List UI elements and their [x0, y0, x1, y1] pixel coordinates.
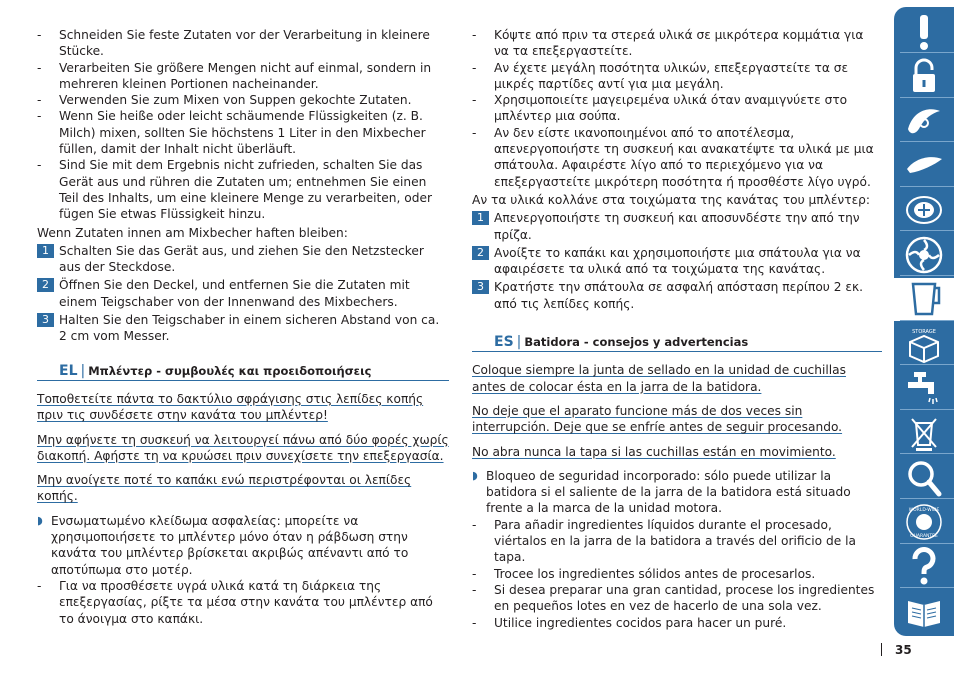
right-column: [472, 27, 882, 631]
sidebar-tab-blender-jar[interactable]: [894, 278, 954, 321]
svg-text:STORAGE: STORAGE: [912, 328, 936, 335]
bullet-dash: -: [37, 93, 42, 108]
bullet-dash: -: [472, 93, 477, 108]
sidebar-tab-chopper[interactable]: [894, 188, 954, 231]
arrow-bullet-icon: ◗: [37, 513, 43, 527]
exclamation-icon: [904, 12, 944, 52]
section-title: Batidora - consejos y advertencias: [524, 335, 749, 350]
numbered-step: [472, 245, 882, 278]
bullet-item: [37, 92, 449, 108]
sidebar-divider: [900, 97, 954, 98]
sidebar-tab-magnifier[interactable]: [894, 456, 954, 499]
numbered-step: [472, 210, 882, 243]
step-number-badge: 3: [472, 280, 489, 294]
language-code: ES: [494, 334, 514, 351]
sidebar-tab-question-mark[interactable]: [894, 545, 954, 588]
section-heading: [37, 363, 449, 381]
warning-text-content: No deje que el aparato funcione más de dos veces sin interrupción. Deje que se enfríe antes de seguir procesando.: [472, 403, 843, 435]
bullet-text: Wenn Sie heiße oder leicht schäumende Flüssigkeiten (z. B. Milch) mixen, sollten Sie höchstens 1 Liter in den Mixbecher füllen, damit der Inhalt nicht überläuft.: [59, 109, 426, 157]
bullet-dash: -: [37, 109, 42, 124]
bullet-item: [472, 125, 882, 190]
bullet-text: Utilice ingredientes cocidos para hacer un puré.: [494, 615, 787, 630]
bullet-text: Κόψτε από πριν τα στερεά υλικά σε μικρότερα κομμάτια για να τα επεξεργαστείτε.: [494, 28, 864, 59]
sidebar-tab-storage-box[interactable]: [894, 322, 954, 365]
section-heading: [472, 334, 882, 352]
step-text: Ανοίξτε το καπάκι και χρησιμοποιήστε μια σπάτουλα για να αφαιρέσετε τα υλικά από τα τοιχώματα της κανάτας.: [494, 245, 861, 277]
bullet-dash: -: [472, 615, 477, 630]
step-number-badge: 2: [472, 246, 489, 260]
instruction-intro: Wenn Zutaten innen am Mixbecher haften bleiben:: [37, 225, 348, 240]
numbered-step: [472, 279, 882, 312]
warning-text: [37, 432, 449, 465]
sidebar-divider: [900, 587, 954, 588]
bullet-dash: -: [472, 517, 477, 532]
sidebar-divider: [900, 409, 954, 410]
bullet-dash: -: [472, 125, 477, 140]
crossed-bin-icon: [904, 413, 944, 453]
bullet-text: Sind Sie mit dem Ergebnis nicht zufrieden, schalten Sie das Gerät aus und rühren die Zutaten um; entnehmen Sie einen Teil des Inhalts, um eine kleinere Menge zu verarbeiten, oder fügen Sie etwas Flüssigkeit hinzu.: [59, 158, 432, 222]
bullet-item: [472, 92, 882, 125]
blender-jar-icon: [904, 279, 944, 319]
numbered-step: [37, 277, 449, 310]
sidebar-tab-padlock[interactable]: [894, 55, 954, 98]
step-text: Öffnen Sie den Deckel, und entfernen Sie die Zutaten mit einem Teigschaber von der Innenwand des Mixbechers.: [59, 278, 410, 309]
bullet-text: Αν δεν είστε ικανοποιημένοι από το αποτέλεσμα, απενεργοποιήστε τη συσκευή και ανακατέψτε τα υλικά με μια σπάτουλα. Αφαιρέστε λίγο από το περιεχόμενο για να επεξεργαστείτε μικρότερη ποσότητα ή προσθέστε λίγο υγρό.: [494, 125, 874, 189]
bullet-text: Para añadir ingredientes líquidos durante el procesado, viértalos en la jarra de la batidora a través del orificio de la tapa.: [494, 517, 856, 565]
sidebar-divider: [900, 543, 954, 544]
step-text: Schalten Sie das Gerät aus, und ziehen Sie den Netzstecker aus der Steckdose.: [59, 243, 424, 275]
language-code: EL: [59, 362, 78, 379]
heading-separator: |: [516, 334, 522, 351]
step-text: Απενεργοποιήστε τη συσκευή και αποσυνδέστε την από την πρίζα.: [494, 211, 860, 242]
sidebar-tab-whisk[interactable]: [894, 144, 954, 187]
svg-text:GUARANTEE: GUARANTEE: [910, 534, 938, 540]
bullet-text: Αν έχετε μεγάλη ποσότητα υλικών, επεξεργαστείτε τα σε μικρές παρτίδες αντί για μια μεγάλη.: [494, 60, 849, 91]
bullet-item: [37, 157, 449, 222]
sidebar-divider: [900, 453, 954, 454]
chapter-sidebar: [894, 7, 954, 636]
sidebar-divider: [900, 498, 954, 499]
sidebar-tab-tap[interactable]: [894, 367, 954, 410]
arrow-bullet-icon: ◗: [472, 468, 478, 482]
sidebar-divider: [900, 364, 954, 365]
chopper-icon: [904, 190, 944, 230]
sidebar-tab-crossed-bin[interactable]: [894, 411, 954, 454]
whisk-icon: [904, 145, 944, 185]
bullet-text: Schneiden Sie feste Zutaten vor der Verarbeitung in kleinere Stücke.: [59, 28, 430, 59]
sidebar-tab-disc[interactable]: [894, 233, 954, 276]
bullet-item: [472, 582, 882, 615]
bullet-item: [37, 578, 449, 627]
bullet-dash: -: [37, 28, 42, 42]
warning-text-content: Τοποθετείτε πάντα το δακτύλιο σφράγισης στις λεπίδες κοπής πριν τις συνδέσετε στην κανάτα του μπλέντερ!: [37, 391, 424, 423]
bullet-item: [472, 27, 882, 60]
sidebar-divider: [900, 52, 954, 53]
sidebar-tab-guarantee-globe[interactable]: [894, 501, 954, 544]
safety-lock-note: [37, 513, 449, 578]
bullet-item: [472, 615, 882, 631]
warning-text-content: Μην ανοίγετε ποτέ το καπάκι ενώ περιστρέφονται οι λεπίδες κοπής.: [37, 473, 412, 504]
step-number-badge: 2: [37, 278, 54, 292]
warning-text: [472, 362, 882, 395]
warning-text-content: No abra nunca la tapa si las cuchillas están en movimiento.: [472, 444, 836, 459]
sidebar-divider: [900, 320, 954, 321]
safety-lock-text: Ενσωματωμένο κλείδωμα ασφαλείας: μπορείτε να χρησιμοποιήσετε το μπλέντερ μόνο όταν η ράβδωση στην κανάτα του μπλέντερ βρίσκεται ακριβώς απέναντι από το αποτύπωμα στο μοτέρ.: [51, 513, 409, 577]
warning-text: [37, 472, 449, 505]
bullet-dash: -: [37, 578, 42, 593]
sidebar-tab-exclamation[interactable]: [894, 10, 954, 53]
bullet-text: Για να προσθέσετε υγρά υλικά κατά τη διάρκεια της επεξεργασίας, ρίξτε τα μέσα στην κανάτα του μπλέντερ από το άνοιγμα στο καπάκι.: [59, 578, 433, 626]
tap-icon: [904, 368, 944, 408]
disc-icon: [904, 235, 944, 275]
step-number-badge: 1: [472, 211, 489, 225]
step-number-badge: 3: [37, 313, 54, 327]
warning-text-content: Coloque siempre la junta de sellado en la unidad de cuchillas antes de colocar ésta en la jarra de la batidora.: [472, 363, 846, 394]
sidebar-divider: [900, 141, 954, 142]
page-number-divider: [881, 643, 882, 656]
warning-text-content: Μην αφήνετε τη συσκευή να λειτουργεί πάνω από δύο φορές χωρίς διακοπή. Αφήστε τη να κρυώσει πριν συνεχίσετε την επεξεργασία.: [37, 432, 449, 463]
sidebar-divider: [900, 275, 954, 276]
bullet-dash: -: [37, 60, 42, 75]
bullet-dash: -: [472, 582, 477, 597]
storage-box-icon: [904, 324, 944, 364]
bullet-item: [472, 566, 882, 582]
blade-icon: [904, 101, 944, 141]
step-number-badge: 1: [37, 244, 54, 258]
bullet-text: Trocee los ingredientes sólidos antes de procesarlos.: [494, 566, 816, 581]
heading-separator: |: [80, 362, 86, 379]
bullet-item: [37, 27, 449, 60]
warning-text: [472, 444, 882, 460]
bullet-dash: -: [472, 28, 477, 42]
bullet-text: Verwenden Sie zum Mixen von Suppen gekochte Zutaten.: [59, 93, 412, 108]
safety-lock-note: [472, 468, 882, 517]
bullet-text: Verarbeiten Sie größere Mengen nicht auf einmal, sondern in mehreren kleinen Portionen nacheinander.: [59, 60, 432, 91]
warning-text: [37, 391, 449, 424]
numbered-step: [37, 243, 449, 276]
bullet-item: [37, 60, 449, 93]
bullet-dash: -: [37, 158, 42, 173]
section-title: Μπλέντερ - συμβουλές και προειδοποιήσεις: [88, 363, 372, 378]
guarantee-globe-icon: [904, 502, 944, 542]
instruction-intro: Αν τα υλικά κολλάνε στα τοιχώματα της κανάτας του μπλέντερ:: [472, 192, 871, 207]
sidebar-tab-blade[interactable]: [894, 99, 954, 142]
magnifier-icon: [904, 458, 944, 498]
numbered-step: [37, 312, 449, 345]
step-text: Κρατήστε την σπάτουλα σε ασφαλή απόσταση περίπου 2 εκ. από τις λεπίδες κοπής.: [494, 280, 864, 311]
bullet-item: [472, 60, 882, 93]
sidebar-divider: [900, 230, 954, 231]
step-text: Halten Sie den Teigschaber in einem sicheren Abstand von ca. 2 cm vom Messer.: [59, 313, 440, 344]
padlock-icon: [904, 56, 944, 96]
bullet-item: [472, 517, 882, 566]
bullet-dash: -: [472, 60, 477, 75]
safety-lock-text: Bloqueo de seguridad incorporado: sólo puede utilizar la batidora si el saliente de la jarra de la batidora está situado frente a la marca de la unidad motora.: [486, 468, 851, 516]
bullet-text: Si desea preparar una gran cantidad, procese los ingredientes en pequeños lotes en vez de hacerlo de una sola vez.: [494, 582, 875, 614]
question-mark-icon: [904, 547, 944, 587]
bullet-item: [37, 108, 449, 157]
left-column: [37, 27, 449, 627]
svg-text:WORLD-WIDE: WORLD-WIDE: [908, 508, 940, 514]
bullet-dash: -: [472, 566, 477, 581]
bullet-text: Χρησιμοποιείτε μαγειρεμένα υλικά όταν αναμιγνύετε στο μπλέντερ μια σούπα.: [494, 93, 848, 124]
open-book-icon: [904, 591, 944, 631]
warning-text: [472, 403, 882, 436]
page-number: 35: [895, 643, 912, 657]
sidebar-divider: [900, 186, 954, 187]
sidebar-tab-open-book[interactable]: [894, 590, 954, 633]
